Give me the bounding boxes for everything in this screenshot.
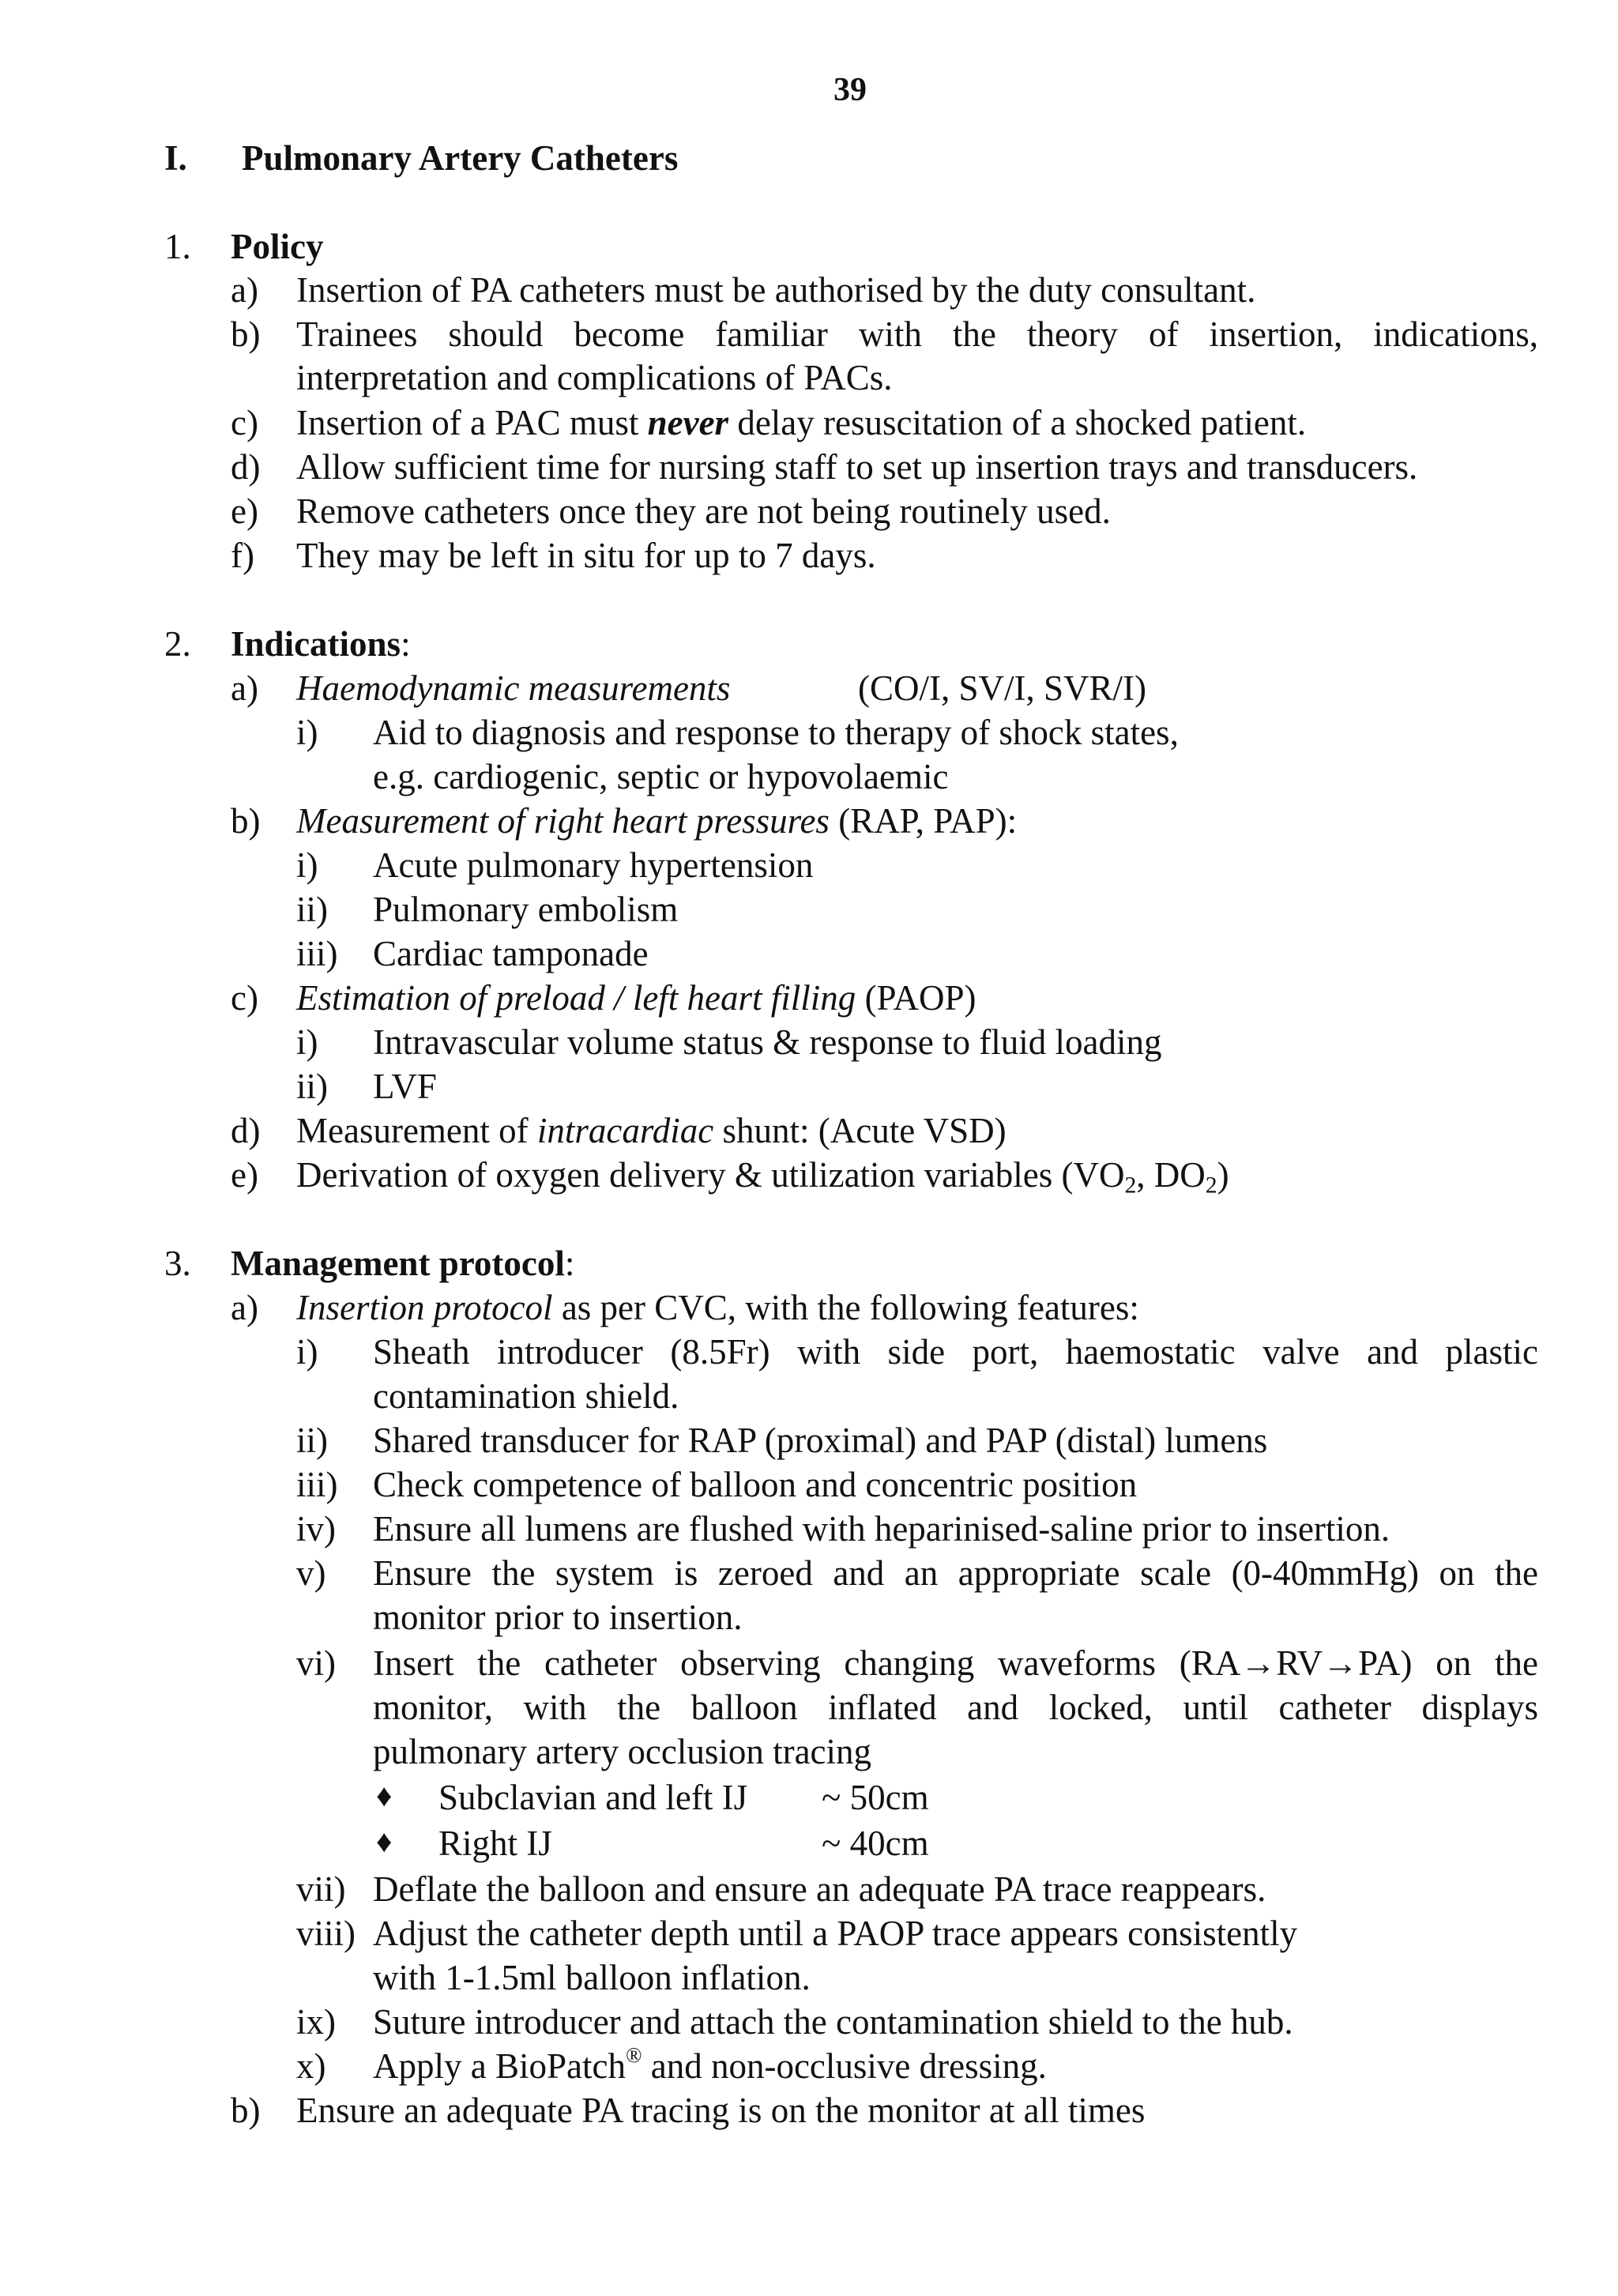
- page-number: 39: [833, 72, 867, 108]
- policy-a-label: a): [231, 270, 258, 310]
- bullet-subclavian-site: Subclavian and left IJ: [438, 1778, 748, 1817]
- indications-d-emphasis: intracardiac: [536, 1111, 714, 1150]
- indications-a-label: a): [231, 668, 258, 708]
- indications-d-label: d): [231, 1111, 261, 1150]
- indications-a-title: Haemodynamic measurements: [296, 668, 731, 708]
- management-a-v-label: v): [296, 1553, 326, 1593]
- indications-b-ii-text: Pulmonary embolism: [373, 890, 679, 929]
- indications-b-iii-label: iii): [296, 934, 338, 973]
- indications-c-text: [296, 978, 976, 1018]
- indications-b-title: Measurement of right heart pressures: [296, 801, 830, 841]
- management-a-iii-text: Check competence of balloon and concentric position: [373, 1465, 1138, 1504]
- section-roman-numeral: I.: [164, 138, 187, 178]
- indications-colon: :: [401, 624, 411, 664]
- indications-c-label: c): [231, 978, 258, 1018]
- management-a-vi-line2: monitor, with the balloon inflated and locked, until catheter displays: [373, 1688, 1538, 1727]
- policy-d-text: Allow sufficient time for nursing staff to set up insertion trays and transducers.: [296, 447, 1418, 487]
- indications-b-text: [296, 801, 1018, 841]
- indications-b-params: (RAP, PAP):: [829, 801, 1018, 841]
- management-a-v-line1: Ensure the system is zeroed and an appropriate scale (0-40mmHg) on the: [373, 1553, 1538, 1593]
- management-a-ii-text: Shared transducer for RAP (proximal) and PAP (distal) lumens: [373, 1421, 1268, 1460]
- indications-e-pre: Derivation of oxygen delivery & utilization variables (VO: [296, 1155, 1125, 1195]
- policy-f-label: f): [231, 536, 254, 575]
- management-a-viii-label: viii): [296, 1914, 356, 1953]
- indications-e-post: ): [1217, 1155, 1229, 1195]
- indications-d-pre: Measurement of: [296, 1111, 537, 1150]
- management-a-iii-label: iii): [296, 1465, 338, 1504]
- policy-c-text: [296, 405, 1306, 441]
- indications-e-text: [296, 1155, 1229, 1199]
- management-a-iv-label: iv): [296, 1509, 336, 1549]
- policy-d-label: d): [231, 447, 261, 487]
- indications-d-post: shunt: (Acute VSD): [713, 1111, 1007, 1150]
- management-a-rest: as per CVC, with the following features:: [552, 1288, 1139, 1327]
- management-a-i-line2: contamination shield.: [373, 1376, 679, 1416]
- indications-b-ii-label: ii): [296, 890, 328, 929]
- policy-b-label: b): [231, 314, 261, 354]
- management-a-vi-line3: pulmonary artery occlusion tracing: [373, 1732, 872, 1771]
- indications-b-iii-text: Cardiac tamponade: [373, 934, 649, 973]
- bullet-subclavian-depth: ~ 50cm: [822, 1778, 929, 1817]
- policy-f-text: They may be left in situ for up to 7 days.: [296, 536, 876, 575]
- management-a-vi-label: vi): [296, 1643, 336, 1683]
- indications-heading-text: Indications: [231, 624, 401, 664]
- policy-c-post: delay resuscitation of a shocked patient.: [728, 403, 1307, 442]
- management-a-i-label: i): [296, 1332, 318, 1372]
- management-a-v-line2: monitor prior to insertion.: [373, 1598, 743, 1637]
- management-a-viii-line1: Adjust the catheter depth until a PAOP trace appears consistently: [373, 1914, 1298, 1953]
- diamond-bullet-icon: ♦: [376, 1824, 393, 1859]
- indications-e-subscript-2: 2: [1205, 1172, 1217, 1199]
- indications-c-i-label: i): [296, 1022, 318, 1062]
- indications-e-subscript-1: 2: [1124, 1172, 1137, 1199]
- bullet-right-ij-depth: ~ 40cm: [822, 1824, 929, 1863]
- management-a-vii-text: Deflate the balloon and ensure an adequate PA trace reappears.: [373, 1869, 1266, 1909]
- policy-number: 1.: [164, 227, 191, 266]
- indications-b-label: b): [231, 801, 261, 841]
- bullet-right-ij-site: Right IJ: [438, 1824, 552, 1863]
- diamond-bullet-icon: ♦: [376, 1778, 393, 1813]
- management-a-vi-line1: Insert the catheter observing changing waveforms (RA→RV→PA) on the: [373, 1643, 1538, 1683]
- management-number: 3.: [164, 1244, 191, 1283]
- indications-a-i-label: i): [296, 713, 318, 752]
- indications-c-title: Estimation of preload / left heart filling: [296, 978, 856, 1018]
- management-a-x-text: [373, 2042, 1047, 2086]
- indications-c-ii-label: ii): [296, 1067, 328, 1106]
- management-a-ii-label: ii): [296, 1421, 328, 1460]
- management-a-x-label: x): [296, 2046, 326, 2086]
- section-title: Pulmonary Artery Catheters: [242, 138, 679, 178]
- indications-c-i-text: Intravascular volume status & response to fluid loading: [373, 1022, 1162, 1062]
- indications-b-i-text: Acute pulmonary hypertension: [373, 845, 814, 885]
- management-heading: [231, 1246, 574, 1282]
- indications-number: 2.: [164, 624, 191, 664]
- management-a-x-post: and non-occlusive dressing.: [642, 2046, 1047, 2086]
- registered-trademark-icon: ®: [625, 2042, 642, 2067]
- management-a-ix-label: ix): [296, 2002, 336, 2042]
- management-a-label: a): [231, 1288, 258, 1327]
- indications-a-i-line1: Aid to diagnosis and response to therapy of shock states,: [373, 713, 1179, 752]
- management-a-text: [296, 1290, 1139, 1326]
- management-a-x-pre: Apply a BioPatch: [373, 2046, 626, 2086]
- management-a-viii-line2: with 1-1.5ml balloon inflation.: [373, 1958, 811, 1997]
- indications-e-label: e): [231, 1155, 258, 1195]
- management-a-ix-text: Suture introducer and attach the contamination shield to the hub.: [373, 2002, 1293, 2042]
- indications-c-params: (PAOP): [856, 978, 976, 1018]
- indications-heading: [231, 624, 411, 664]
- policy-b-text-line1: Trainees should become familiar with the theory of insertion, indications,: [296, 314, 1538, 354]
- management-a-title: Insertion protocol: [296, 1288, 553, 1327]
- indications-e-mid: , DO: [1136, 1155, 1206, 1195]
- policy-c-pre: Insertion of a PAC must: [296, 403, 648, 442]
- indications-a-params: (CO/I, SV/I, SVR/I): [858, 668, 1147, 708]
- policy-c-emphasis: never: [647, 403, 729, 442]
- management-a-vii-label: vii): [296, 1869, 346, 1909]
- indications-c-ii-text: LVF: [373, 1067, 437, 1106]
- policy-b-text-line2: interpretation and complications of PACs.: [296, 358, 893, 397]
- policy-a-text: Insertion of PA catheters must be authorised by the duty consultant.: [296, 270, 1256, 310]
- management-b-label: b): [231, 2091, 261, 2130]
- indications-d-text: [296, 1113, 1007, 1149]
- indications-b-i-label: i): [296, 845, 318, 885]
- management-heading-text: Management protocol: [231, 1244, 565, 1283]
- policy-heading: Policy: [231, 227, 324, 266]
- management-b-text: Ensure an adequate PA tracing is on the monitor at all times: [296, 2091, 1146, 2130]
- management-a-i-line1: Sheath introducer (8.5Fr) with side port, haemostatic valve and plastic: [373, 1332, 1538, 1372]
- management-a-iv-text: Ensure all lumens are flushed with heparinised-saline prior to insertion.: [373, 1509, 1390, 1549]
- indications-a-i-line2: e.g. cardiogenic, septic or hypovolaemic: [373, 757, 949, 796]
- policy-e-text: Remove catheters once they are not being routinely used.: [296, 491, 1111, 531]
- management-colon: :: [564, 1244, 575, 1283]
- policy-e-label: e): [231, 491, 258, 531]
- policy-c-label: c): [231, 403, 258, 442]
